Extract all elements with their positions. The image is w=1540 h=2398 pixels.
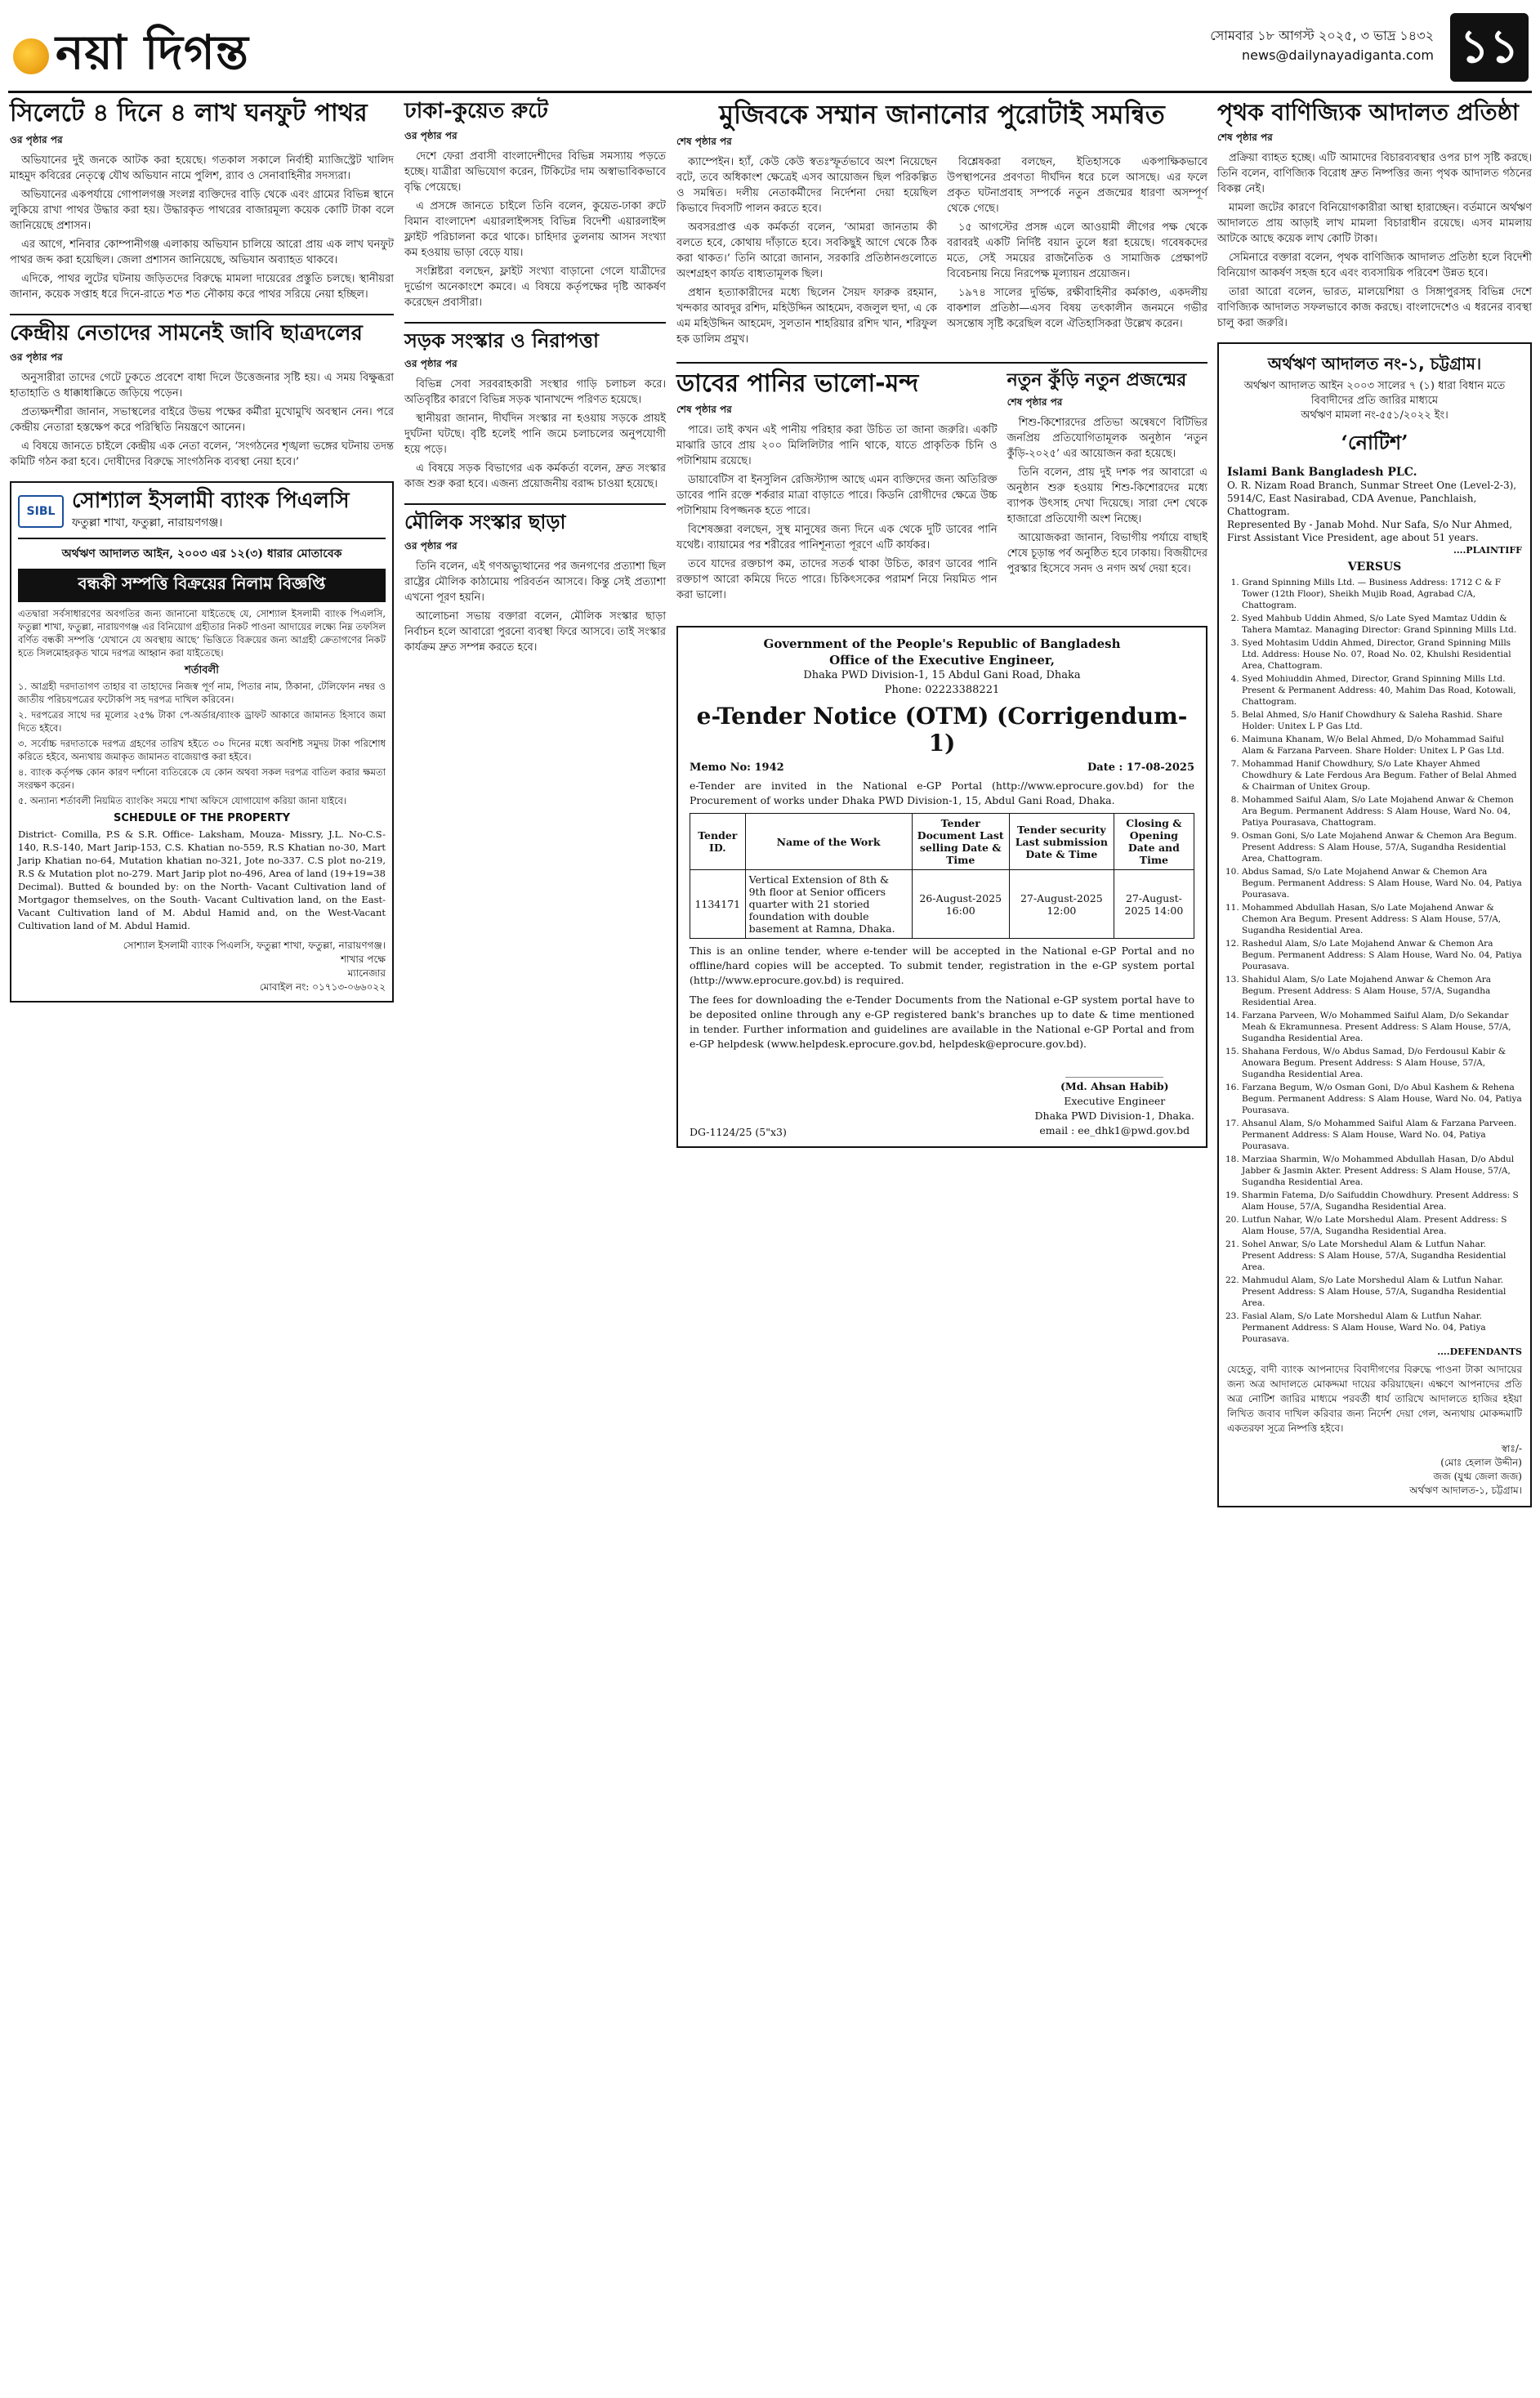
selling-date: 26-August-2025 16:00 (912, 870, 1009, 939)
office-phone: Phone: 02223388221 (884, 684, 1000, 697)
dg-number: DG-1124/25 (5"x3) (690, 1126, 787, 1139)
article-body (404, 377, 666, 492)
term-item: ৪. ব্যাংক কর্তৃপক্ষ কোন কারণ দর্শানো ব্যতিরেকে যে কোন অথবা সকল দরপত্র বাতিল করার ক্ষমতা সংরক্ষণ করেন। (18, 766, 386, 791)
signer-title: Executive Engineer (1064, 1095, 1166, 1108)
signer-office: Dhaka PWD Division-1, Dhaka. (1034, 1110, 1194, 1123)
headline: মৌলিক সংস্কার ছাড়া (404, 511, 566, 534)
bank-auction-ad (10, 481, 394, 1003)
article-body (10, 370, 394, 470)
list-item: 11. Mohammed Abdullah Hasan, S/o Late Mojahend Anwar & Chemon Ara Begum. Present Address: S Alam House, 57/A, Sugandha Residential Area. (1242, 902, 1522, 936)
article-dhaka-kuwait (404, 100, 666, 310)
list-item: 4. Syed Mohiuddin Ahmed, Director, Grand Spinning Mills Ltd. Present & Permanent Address: 40, Mahim Das Road, Kotowali, Chattogram. (1242, 673, 1522, 708)
article-fundamental-reform (404, 511, 666, 655)
centre-lower (676, 370, 1207, 618)
work-name: Vertical Extension of 8th & 9th floor at Senior officers quarter with 21 storied foundation with double basement at Ramna, Dhaka. (745, 870, 912, 939)
list-item: 5. Belal Ahmed, S/o Hanif Chowdhury & Saleha Rashid. Share Holder: Unitex L P Gas Ltd. (1242, 709, 1522, 732)
court-case-no: অর্থঋণ মামলা নং-৫৫১/২০২২ ইং। (1301, 409, 1448, 422)
list-item: 12. Rashedul Alam, S/o Late Mojahend Anwar & Chemon Ara Begum. Permanent Address: S Alam House, Ward No. 04, Patiya Pourasava. (1242, 938, 1522, 972)
list-item: 18. Marziaa Sharmin, W/o Mohammed Abdullah Hasan, D/o Abdul Jabber & Jasmin Akter. Present Address: S Alam House, 57/A, Sugandha Residential Area. (1242, 1154, 1522, 1188)
office-title: Office of the Executive Engineer, (829, 653, 1055, 668)
list-item: 1. Grand Spinning Mills Ltd. — Business Address: 1712 C & F Tower (12th Floor), Sheikh Mujib Road, Agrabad C/A, Chattogram. (1242, 577, 1522, 611)
court-notice (1217, 342, 1532, 1507)
column-centre (676, 100, 1207, 1148)
column-left (10, 100, 394, 1003)
paragraph: বিশ্লেষকরা বলছেন, ইতিহাসকে একপাক্ষিকভাবে উপস্থাপনের প্রবণতা দীর্ঘদিন ধরে চলে আসছে। এর ফলে প্রকৃত ঘটনাপ্রবাহ সম্পর্কে নতুন প্রজন্মের ধারণা অসম্পূর্ণ থেকে গেছে। (947, 155, 1207, 215)
column-second (404, 100, 666, 667)
sig-line: মোবাইল নং: ০১৭১৩-০৬৬০২২ (259, 980, 386, 993)
article-jabi-chhatradal (10, 322, 394, 471)
kicker: শেষ পৃষ্ঠার পর (676, 404, 732, 416)
paragraph: তিনি বলেন, প্রায় দুই দশক পর আবারো এ অনুষ্ঠান শুরু হওয়ায় শিশু-কিশোরদের মধ্যে ব্যাপক উৎসাহ দেখা দিয়েছে। সারা দেশ থেকে হাজারো প্রতিযোগী অংশ নিচ্ছে। (1007, 467, 1207, 526)
divider (676, 362, 1207, 364)
headline: সড়ক সংস্কার ও নিরাপত্তা (404, 328, 599, 352)
paragraph: স্থানীয়রা জানান, দীর্ঘদিন সংস্কার না হওয়ায় সড়কে প্রায়ই দুর্ঘটনা ঘটছে। বৃষ্টি হলেই পানি জমে চলাচলের অনুপযোগী হয়ে পড়ে। (404, 413, 666, 457)
list-item: 2. Syed Mahbub Uddin Ahmed, S/o Late Syed Mamtaz Uddin & Tahera Mamtaz. Managing Director: Grand Spinning Mills Ltd. (1242, 613, 1522, 636)
article-sylhet-stone (10, 100, 394, 302)
paragraph: তবে যাদের রক্তচাপ কম, তাদের সতর্ক থাকা উচিত, কারণ ডাবের পানি রক্তচাপ আরো কমিয়ে দিতে পারে। চিকিৎসকের পরামর্শ নিয়ে নিয়মিত পান করা ভালো। (676, 558, 998, 602)
list-item: 20. Lutfun Nahar, W/o Late Morshedul Alam. Present Address: S Alam House, 57/A, Sugandha Residential Area. (1242, 1214, 1522, 1237)
memo-no: Memo No: 1942 (690, 761, 784, 775)
paragraph: অনুসারীরা তাদের গেটে ঢুকতে প্রবেশে বাধা দিলে উত্তেজনার সৃষ্টি হয়। এ সময় বিক্ষুব্ধরা হাতাহাতি ও ধাক্কাধাক্কিতে জড়িয়ে পড়েন। (10, 372, 394, 400)
paragraph: দেশে ফেরা প্রবাসী বাংলাদেশীদের বিভিন্ন সমস্যায় পড়তে হচ্ছে। যাত্রীরা অভিযোগ করেন, টিকিটের দাম অস্বাভাবিকভাবে বৃদ্ধি পেয়েছে। (404, 150, 666, 194)
paragraph: এ প্রসঙ্গে জানতে চাইলে তিনি বলেন, কুয়েত-ঢাকা রুটে বিমান বাংলাদেশ এয়ারলাইন্সসহ বিভিন্ন বিদেশী এয়ারলাইন্স ফ্লাইট পরিচালনা করে থাকে। চাহিদার তুলনায় আসন সংখ্যা কম হওয়ায় ভাড়া বেড়ে যায়। (404, 199, 666, 259)
paragraph: সংশ্লিষ্টরা বলছেন, ফ্লাইট সংখ্যা বাড়ানো গেলে যাত্রীদের দুর্ভোগ অনেকাংশে কমবে। এ বিষয়ে কর্তৃপক্ষের দৃষ্টি আকর্ষণ করেছেন প্রবাসীরা। (404, 265, 666, 309)
court-title: অর্থঋণ আদালত নং-১, চট্টগ্রাম। (1267, 354, 1482, 374)
paragraph: তিনি বলেন, এই গণঅভ্যুত্থানের পর জনগণের প্রত্যাশা ছিল রাষ্ট্রের মৌলিক কাঠামোয় পরিবর্তন আসবে। কিন্তু সেই প্রত্যাশা এখনো পূরণ হয়নি। (404, 560, 666, 605)
article-body (404, 559, 666, 655)
email-address: news@dailynayadiganta.com (1242, 47, 1434, 63)
tender-footer (690, 1060, 1194, 1138)
bank-header (18, 489, 386, 539)
paragraph: ১৯৭৪ সালের দুর্ভিক্ষ, রক্ষীবাহিনীর কর্মকাণ্ড, একদলীয় বাকশাল প্রতিষ্ঠা—এসব বিষয় তৎকালীন জনমনে গভীর অসন্তোষ সৃষ্টি করেছিল বলে ঐতিহাসিকরা উল্লেখ করেন। (947, 286, 1207, 330)
judge-signature (1227, 1442, 1522, 1498)
article-body (676, 154, 1207, 351)
notice-heading: ‘নোটিশ’ (1341, 431, 1408, 455)
paragraph: প্রক্রিয়া ব্যাহত হচ্ছে। এটি আমাদের বিচারব্যবস্থার ওপর চাপ সৃষ্টি করছে। তিনি বলেন, বাণিজ্যিক বিরোধ দ্রুত নিষ্পত্তির জন্য পৃথক আদালত গঠনের বিকল্প নেই। (1217, 152, 1532, 196)
headline: সিলেটে ৪ দিনে ৪ লাখ ঘনফুট পাথর (10, 99, 368, 127)
divider (10, 314, 394, 315)
schedule-title: SCHEDULE OF THE PROPERTY (113, 811, 291, 824)
paragraph: অবসরপ্রাপ্ত এক কর্মকর্তা বলেন, ‘আমরা জানতাম কী বলতে হবে, কোথায় দাঁড়াতে হবে। সবকিছুই আগে থেকে ঠিক করা থাকত।’ তিনি আরো জানান, সরকারি প্রতিষ্ঠানগুলোতে অংশগ্রহণ কার্যত বাধ্যতামূলক ছিল। (676, 221, 937, 280)
headline: কেন্দ্রীয় নেতাদের সামনেই জাবি ছাত্রদলের (10, 320, 363, 346)
ad-intro: এতদ্বারা সর্বসাধারণের অবগতির জন্য জানানো যাইতেছে যে, সোশ্যাল ইসলামী ব্যাংক পিএলসি, ফতুল্লা শাখা, ফতুল্লা, নারায়ণগঞ্জ এর বিনিয়োগ গ্রহীতার নিকট পাওনা আদায়ের লক্ষ্যে নিম্ন তফসিল বর্ণিত বন্ধকী সম্পত্তি ‘যেখানে যে অবস্থায় আছে’ ভিত্তিতে বিক্রয়ের জন্য আগ্রহী ক্রেতাগণের নিকট হতে সিলমোহরকৃত খামে দরপত্র আহ্বান করা যাইতেছে। (18, 607, 386, 659)
list-item: 10. Abdus Samad, S/o Late Mojahend Anwar & Chemon Ara Begum. Permanent Address: S Alam House, Ward No. 04, Patiya Pourasava. (1242, 866, 1522, 900)
gov-title: Government of the People's Republic of Bangladesh (763, 636, 1121, 652)
memo-line (690, 761, 1194, 774)
tender-outro: The fees for downloading the e-Tender Documents from the National e-GP system portal have to be deposited online through any e-GP registered bank's branches up to date & time mentioned in tender. Further information and guidelines are available in the National e-GP Portal and from e-GP helpdesk (www.helpdesk.eprocure.gov.bd, helpdesk@eprocure.gov.bd). (690, 994, 1194, 1051)
list-item: 13. Shahidul Alam, S/o Late Mojahend Anwar & Chemon Ara Begum. Present Address: S Alam House, 57/A, Sugandha Residential Area. (1242, 974, 1522, 1008)
list-item: 15. Shahana Ferdous, W/o Abdus Samad, D/o Ferdousul Kabir & Anowara Begum. Present Address: S Alam House, 57/A, Sugandha Residential Area. (1242, 1046, 1522, 1080)
list-item: 21. Sohel Anwar, S/o Late Morshedul Alam & Lutfun Nahar. Present Address: S Alam House, 57/A, Sugandha Residential Area. (1242, 1239, 1522, 1273)
article-body (1217, 150, 1532, 331)
column-header: Tender Document Last selling Date & Time (912, 814, 1009, 870)
sig-line: সোশ্যাল ইসলামী ব্যাংক পিএলসি, ফতুল্লা শাখা, ফতুল্লা, নারায়ণগঞ্জ। (123, 939, 386, 951)
bank-name: সোশ্যাল ইসলামী ব্যাংক পিএলসি (72, 489, 350, 514)
term-item: ৩. সর্বোচ্চ দরদাতাকে দরপত্র গ্রহণের তারিখ হইতে ৩০ দিনের মধ্যে অবশিষ্ট সমুদয় টাকা পরিশোধ করিতে হইবে, অন্যথায় জমাকৃত জামানত বাজেয়াপ্ত করা হইবে। (18, 737, 386, 762)
kicker: শেষ পৃষ্ঠার পর (1217, 132, 1273, 144)
kicker: শেষ পৃষ্ঠার পর (1007, 396, 1063, 409)
list-item: 8. Mohammed Saiful Alam, S/o Late Mojahend Anwar & Chemon Ara Begum. Permanent Address: S Alam House, Ward No. 04, Patiya Pourasava, Chattogram. (1242, 794, 1522, 828)
article-body (676, 422, 998, 603)
plaintiff-block (1227, 466, 1522, 557)
bank-signature (18, 939, 386, 994)
kicker: ওর পৃষ্ঠার পর (10, 133, 63, 145)
sign-label: স্বাঃ/- (1501, 1443, 1522, 1455)
defendants-list (1227, 577, 1522, 1345)
list-item: 19. Sharmin Fatema, D/o Saifuddin Chowdhury. Present Address: S Alam House, 57/A, Sugandha Residential Area. (1242, 1190, 1522, 1212)
defendants-tag: ....DEFENDANTS (1437, 1346, 1522, 1358)
list-item: 14. Farzana Parveen, W/o Mohammed Saiful Alam, D/o Sekandar Meah & Ekramunnesa. Present Address: S Alam House, 57/A, Sugandha Residential Area. (1242, 1010, 1522, 1044)
paragraph: এদিকে, পাথর লুটের ঘটনায় জড়িতদের বিরুদ্ধে মামলা দায়েরের প্রস্তুতি চলছে। স্থানীয়রা জানান, কয়েক সপ্তাহ ধরে দিনে-রাতে শত শত নৌকায় করে পাথর সরিয়ে নেয়া হচ্ছিল। (10, 272, 394, 301)
divider (404, 503, 666, 505)
kicker: ওর পৃষ্ঠার পর (404, 540, 458, 552)
paragraph: ১৫ আগস্টের প্রসঙ্গ এলে আওয়ামী লীগের পক্ষ থেকে বরাবরই একটি নির্দিষ্ট বয়ান তুলে ধরা হয়েছে। গবেষকদের মতে, সেই সময়ের রাজনৈতিক ও সামাজিক প্রেক্ষাপট বিবেচনায় নিয়ে নিরপেক্ষ মূল্যায়ন প্রয়োজন। (947, 221, 1207, 280)
tender-outro: This is an online tender, where e-tender will be accepted in the National e-GP Portal and no offline/hard copies will be accepted. To submit tender, registration in the e-GP system portal (http://www.eprocure.gov.bd) is required. (690, 944, 1194, 987)
column-header: Closing & Opening Date and Time (1114, 814, 1194, 870)
masthead (8, 5, 1532, 93)
newspaper-logo (13, 16, 249, 96)
kicker: শেষ পৃষ্ঠার পর (676, 135, 732, 147)
bank-logo-icon: SIBL (18, 495, 64, 528)
article-body (1007, 415, 1207, 577)
list-item: 22. Mahmudul Alam, S/o Late Morshedul Alam & Lutfun Nahar. Present Address: S Alam House, 57/A, Sugandha Residential Area. (1242, 1275, 1522, 1309)
page-number: ১১ (1450, 13, 1529, 82)
headline: মুজিবকে সম্মান জানানোর পুরোটাই সমন্বিত (719, 99, 1165, 130)
paragraph: সেমিনারে বক্তারা বলেন, পৃথক বাণিজ্যিক আদালত প্রতিষ্ঠা হলে বিদেশী বিনিয়োগ আকর্ষণ সহজ হবে এবং ব্যবসায়িক পরিবেশ উন্নত হবে। (1217, 252, 1532, 280)
headline: ডাবের পানির ভালো-মন্দ (676, 368, 919, 398)
divider (404, 322, 666, 324)
column-header: Name of the Work (745, 814, 912, 870)
versus-label: VERSUS (1347, 560, 1402, 574)
judge-name: (মোঃ হেলাল উদ্দীন) (1440, 1457, 1522, 1469)
plaintiff-rep: Represented By - Janab Mohd. Nur Safa, S/o Nur Ahmed, First Assistant Vice President, age about 51 years. (1227, 519, 1513, 544)
bank-branch: ফতুল্লা শাখা, ফতুল্লা, নারায়ণগঞ্জ। (72, 516, 223, 529)
signer-name: (Md. Ahsan Habib) (1060, 1080, 1169, 1093)
term-item: ১. আগ্রহী দরদাতাগণ তাহার বা তাহাদের নিজস্ব পূর্ণ নাম, পিতার নাম, ঠিকানা, টেলিফোন নম্বর ও জাতীয় পরিচয়পত্রের ফটোকপি সহ দরপত্র দাখিল করিবেন। (18, 680, 386, 705)
closing-date: 27-August-2025 14:00 (1114, 870, 1194, 939)
sig-line: ম্যানেজার (347, 967, 386, 979)
tender-signature (1035, 1060, 1195, 1138)
etender-notice (676, 626, 1207, 1148)
plaintiff-address: O. R. Nizam Road Branch, Sunmar Street One (Level-2-3), 5914/C, East Nasirabad, CDA Avenue, Panchlaish, Chattogram. (1227, 480, 1517, 518)
date-line: সোমবার ১৮ আগস্ট ২০২৫, ৩ ভাদ্র ১৪৩২ (1210, 28, 1434, 43)
paragraph: বিভিন্ন সেবা সরবরাহকারী সংস্থার গাড়ি চলাচল করে। অতিবৃষ্টির কারণে বিভিন্ন সড়ক খানাখন্দে পরিণত হয়েছে। (404, 378, 666, 407)
tender-table (690, 813, 1194, 939)
law-line: অর্থঋণ আদালত আইন, ২০০৩ এর ১২(৩) ধারার মোতাবেক (61, 547, 342, 560)
paragraph: ডায়াবেটিস বা ইনসুলিন রেজিস্ট্যান্স আছে এমন ব্যক্তিদের জন্য অতিরিক্ত ডাবের পানি রক্তে শর্করার মাত্রা বাড়াতে পারে। কিডনি রোগীদের ক্ষেত্রে উচ্চ পটাশিয়াম বিপজ্জনক হতে পারে। (676, 474, 998, 518)
column-header: Tender ID. (690, 814, 746, 870)
article-notun-kuri (1007, 370, 1207, 607)
security-date: 27-August-2025 12:00 (1009, 870, 1114, 939)
kicker: ওর পৃষ্ঠার পর (404, 358, 458, 370)
list-item: 9. Osman Goni, S/o Late Mojahend Anwar & Chemon Ara Begum. Present Address: S Alam House, 57/A, Sugandha Residential Area, Chattogram. (1242, 830, 1522, 864)
paragraph: এ বিষয়ে সড়ক বিভাগের এক কর্মকর্তা বলেন, দ্রুত সংস্কার কাজ শুরু করা হবে। এজন্য প্রয়োজনীয় বরাদ্দ চাওয়া হয়েছে। (404, 462, 666, 491)
paragraph: প্রত্যক্ষদর্শীরা জানান, সভাস্থলের বাইরে উভয় পক্ষের কর্মীরা মুখোমুখি অবস্থান নেন। পরে কেন্দ্রীয় নেতারা হস্তক্ষেপ করে পরিস্থিতি নিয়ন্ত্রণে আনেন। (10, 406, 394, 435)
article-body (404, 149, 666, 310)
judge-court: অর্থঋণ আদালত-১, চট্টগ্রাম। (1409, 1485, 1522, 1497)
signature-line (1065, 1060, 1163, 1078)
list-item: 3. Syed Mohtasim Uddin Ahmed, Director, Grand Spinning Mills Ltd. Address: House No. 07, Road No. 02, Khulshi Residential Area, Chattogram. (1242, 637, 1522, 672)
paragraph: তারা আরো বলেন, ভারত, মালয়েশিয়া ও সিঙ্গাপুরসহ বিভিন্ন দেশে বাণিজ্যিক আদালত সফলভাবে কাজ করছে। বাংলাদেশেও এ ধরনের ব্যবস্থা চালু করা জরুরি। (1217, 286, 1532, 330)
date-box (1210, 26, 1434, 65)
list-item: 7. Mohammad Hanif Chowdhury, S/o Late Khayer Ahmed Chowdhury & Late Ferdous Ara Begum. Father of Belal Ahmed & Chairman of Unitex Group. (1242, 758, 1522, 793)
plaintiff-name: Islami Bank Bangladesh PLC. (1227, 466, 1417, 480)
paragraph: এর আগে, শনিবার কোম্পানীগঞ্জ এলাকায় অভিযান চালিয়ে আরো প্রায় এক লাখ ঘনফুট পাথর জব্দ করা হয়েছিল। জেলা প্রশাসন জানিয়েছে, অভিযান অব্যাহত থাকবে। (10, 238, 394, 266)
list-item: 6. Maimuna Khanam, W/o Belal Ahmed, D/o Mohammad Saiful Alam & Farzana Parveen. Share Holder: Unitex L P Gas Ltd. (1242, 734, 1522, 757)
headline: ঢাকা-কুয়েত রুটে (404, 99, 548, 123)
judge-title: জজ (যুগ্ম জেলা জজ) (1433, 1471, 1522, 1483)
paragraph: আলোচনা সভায় বক্তারা বলেন, মৌলিক সংস্কার ছাড়া নির্বাচন হলে আবারো পুরনো ব্যবস্থা ফিরে আসবে। তাই সংস্কার কার্যক্রম দ্রুত সম্পন্ন করতে হবে। (404, 610, 666, 654)
paragraph: আয়োজকরা জানান, বিভাগীয় পর্যায়ে বাছাই শেষে চূড়ান্ত পর্ব অনুষ্ঠিত হবে ঢাকায়। বিজয়ীদের পুরস্কার হিসেবে সনদ ও নগদ অর্থ দেয়া হবে। (1007, 532, 1207, 576)
memo-date: Date : 17-08-2025 (1087, 761, 1194, 775)
article-body (10, 153, 394, 302)
sig-line: শাখার পক্ষে (340, 953, 386, 965)
schedule-text: District- Comilla, P.S & S.R. Office- Laksham, Mouza- Missry, J.L. No-C.S-140, R.S-140, Mart Jarip-153, C.S. Khatian no-559, R.S Khatian no-30, Mart Jarip Khatian no-64, Mutation khatian no-321, Jote no-337. C.S plot no-219, R.S & Mutation plot no-279. Mart Jarip plot no-496, Area of land (19+19=38 Decimal). Butted & bounded by: on the North- Vacant Cultivation land of Mortgagor themselves, on the South- Vacant Cultivation land, on the East- Vacant Cultivation land of M. Abdul Hamid and, on the West-Vacant Cultivation land of M. Abdul Hamid. (18, 828, 386, 931)
ad-body (18, 607, 386, 932)
office-address: Dhaka PWD Division-1, 15 Abdul Gani Road, Dhaka (803, 669, 1081, 682)
kicker: ওর পৃষ্ঠার পর (404, 129, 458, 141)
headline: নতুন কুঁড়ি নতুন প্রজন্মের (1007, 369, 1187, 391)
paragraph: প্রধান হত্যাকারীদের মধ্যে ছিলেন সৈয়দ ফারুক রহমান, খন্দকার আবদুর রশিদ, মহিউদ্দিন আহমেদ, বজলুল হুদা, এ কে এম মহিউদ্দিন আহমেদ, সুলতান শাহরিয়ার রশিদ খান, শরিফুল হক ডালিম প্রমুখ। (676, 286, 937, 346)
table-header-row (690, 814, 1194, 870)
article-coconut-water (676, 370, 998, 607)
paragraph: এ বিষয়ে জানতে চাইলে কেন্দ্রীয় এক নেতা বলেন, ‘সংগঠনের শৃঙ্খলা ভঙ্গের ঘটনায় তদন্ত কমিটি গঠন করা হবে। দোষীদের বিরুদ্ধে সাংগঠনিক ব্যবস্থা নেয়া হবে।’ (10, 440, 394, 469)
kicker: ওর পৃষ্ঠার পর (10, 351, 63, 364)
list-item: 16. Farzana Begum, W/o Osman Goni, D/o Abul Kashem & Rehena Begum. Permanent Address: S Alam House, Ward No. 04, Patiya Pourasava. (1242, 1082, 1522, 1116)
court-closing: যেহেতু, বাদী ব্যাংক আপনাদের বিবাদীগণের বিরুদ্ধে পাওনা টাকা আদায়ের জন্য অত্র আদালতে মোকদ্দমা দায়ের করিয়াছেন। এক্ষণে আপনাদের প্রতি অত্র নোটিশ জারির মাধ্যমে পরবর্তী ধার্য তারিখে আদালতে হাজির হইয়া লিখিত জবাব দাখিল করিবার জন্য নির্দেশ দেয়া গেল, অন্যথায় মোকদ্দমাটি একতরফা সূত্রে নিষ্পত্তি হইবে। (1227, 1364, 1522, 1435)
plaintiff-tag: ....PLAINTIFF (1453, 545, 1522, 556)
column-header: Tender security Last submission Date & Time (1009, 814, 1114, 870)
paragraph: শিশু-কিশোরদের প্রতিভা অন্বেষণে বিটিভির জনপ্রিয় প্রতিযোগিতামূলক অনুষ্ঠান ‘নতুন কুঁড়ি-২০২৫’ এর আয়োজন করা হয়েছে। (1007, 417, 1207, 461)
article-mujib-honour (676, 100, 1207, 351)
list-item: 23. Fasial Alam, S/o Late Morshedul Alam & Lutfun Nahar. Permanent Address: S Alam House, Ward No. 04, Patiya Pourasava. (1242, 1311, 1522, 1345)
paragraph: বিশেষজ্ঞরা বলছেন, সুস্থ মানুষের জন্য দিনে এক থেকে দুটি ডাবের পানি যথেষ্ট। ব্যায়ামের পর শরীরের পানিশূন্যতা পূরণে এটি কার্যকর। (676, 524, 998, 552)
tender-intro: e-Tender are invited in the National e-GP Portal (http://www.eprocure.gov.bd) for the Procurement of works under Dhaka PWD Division-1, 15, Abdul Gani Road, Dhaka. (690, 779, 1194, 807)
column-right (1217, 100, 1532, 1507)
sun-icon (13, 38, 49, 74)
signer-email: email : ee_dhk1@pwd.gov.bd (1039, 1124, 1190, 1137)
table-row (690, 870, 1194, 939)
court-case-law: অর্থঋণ আদালত আইন ২০০৩ সালের ৭ (১) ধারা বিধান মতে বিবাদীদের প্রতি জারির মাধ্যমে (1243, 380, 1506, 408)
tender-title: e-Tender Notice (OTM) (Corrigendum-1) (696, 703, 1188, 757)
paragraph: মামলা জটের কারণে বিনিয়োগকারীরা আস্থা হারাচ্ছেন। বর্তমানে অর্থঋণ আদালতে প্রায় আড়াই লাখ মামলা বিচারাধীন রয়েছে। এসব মামলায় আটকে আছে কয়েক লাখ কোটি টাকা। (1217, 202, 1532, 246)
term-item: ৫. অন্যান্য শর্তাবলী নিয়মিত ব্যাংকিং সময়ে শাখা অফিসে যোগাযোগ করিয়া জানা যাইবে। (18, 794, 347, 806)
logo-text: নয়া দিগন্ত (56, 25, 249, 80)
list-item: 17. Ahsanul Alam, S/o Mohammed Saiful Alam & Farzana Parveen. Permanent Address: S Alam House, Ward No. 04, Patiya Pourasava. (1242, 1118, 1522, 1152)
paragraph: পারে। তাই কখন এই পানীয় পরিহার করা উচিত তা জানা জরুরি। একটি মাঝারি ডাবে প্রায় ২০০ মিলিলিটার পানি থাকে, যাতে প্রাকৃতিক চিনি ও পটাশিয়াম রয়েছে। (676, 424, 998, 468)
tender-id: 1134171 (690, 870, 746, 939)
terms-title: শর্তাবলী (185, 663, 219, 677)
paragraph: ক্যাম্পেইন। হ্যাঁ, কেউ কেউ স্বতঃস্ফূর্তভাবে অংশ নিয়েছেন বটে, তবে অধিকাংশ ক্ষেত্রেই এসব আয়োজন ছিল পরিকল্পিত ও সমন্বিত। দলীয় নেতাকর্মীদের নির্দেশনা দেয়া হয়েছিল কিভাবে দিবসটি পালন করতে হবে। (676, 155, 937, 215)
auction-banner: বন্ধকী সম্পত্তি বিক্রয়ের নিলাম বিজ্ঞপ্তি (18, 569, 386, 602)
paragraph: অভিযানের একপর্যায়ে গোপালগঞ্জ সংলগ্ন ব্যক্তিদের বাড়ি থেকে এবং গ্রামের বিভিন্ন স্থানে লুকিয়ে রাখা পাথর উদ্ধার করা হয়। উদ্ধারকৃত পাথরের বাজারমূল্য কয়েক কোটি টাকা বলে জানিয়েছে প্রশাসন। (10, 188, 394, 232)
article-road-safety (404, 330, 666, 493)
paragraph: অভিযানের দুই জনকে আটক করা হয়েছে। গতকাল সকালে নির্বাহী ম্যাজিস্ট্রেট খালিদ মাহমুদ কবিরের নেতৃত্বে যৌথ অভিযান নামে পুলিশ, র‌্যাব ও সেনাবাহিনীর সদস্যরা। (10, 154, 394, 182)
term-item: ২. দরপত্রের সাথে দর মূল্যের ২৫% টাকা পে-অর্ডার/ব্যাংক ড্রাফট আকারে জামানত হিসাবে জমা দিতে হইবে। (18, 708, 386, 734)
article-commercial-court (1217, 100, 1532, 331)
headline: পৃথক বাণিজ্যিক আদালত প্রতিষ্ঠা (1217, 99, 1520, 126)
